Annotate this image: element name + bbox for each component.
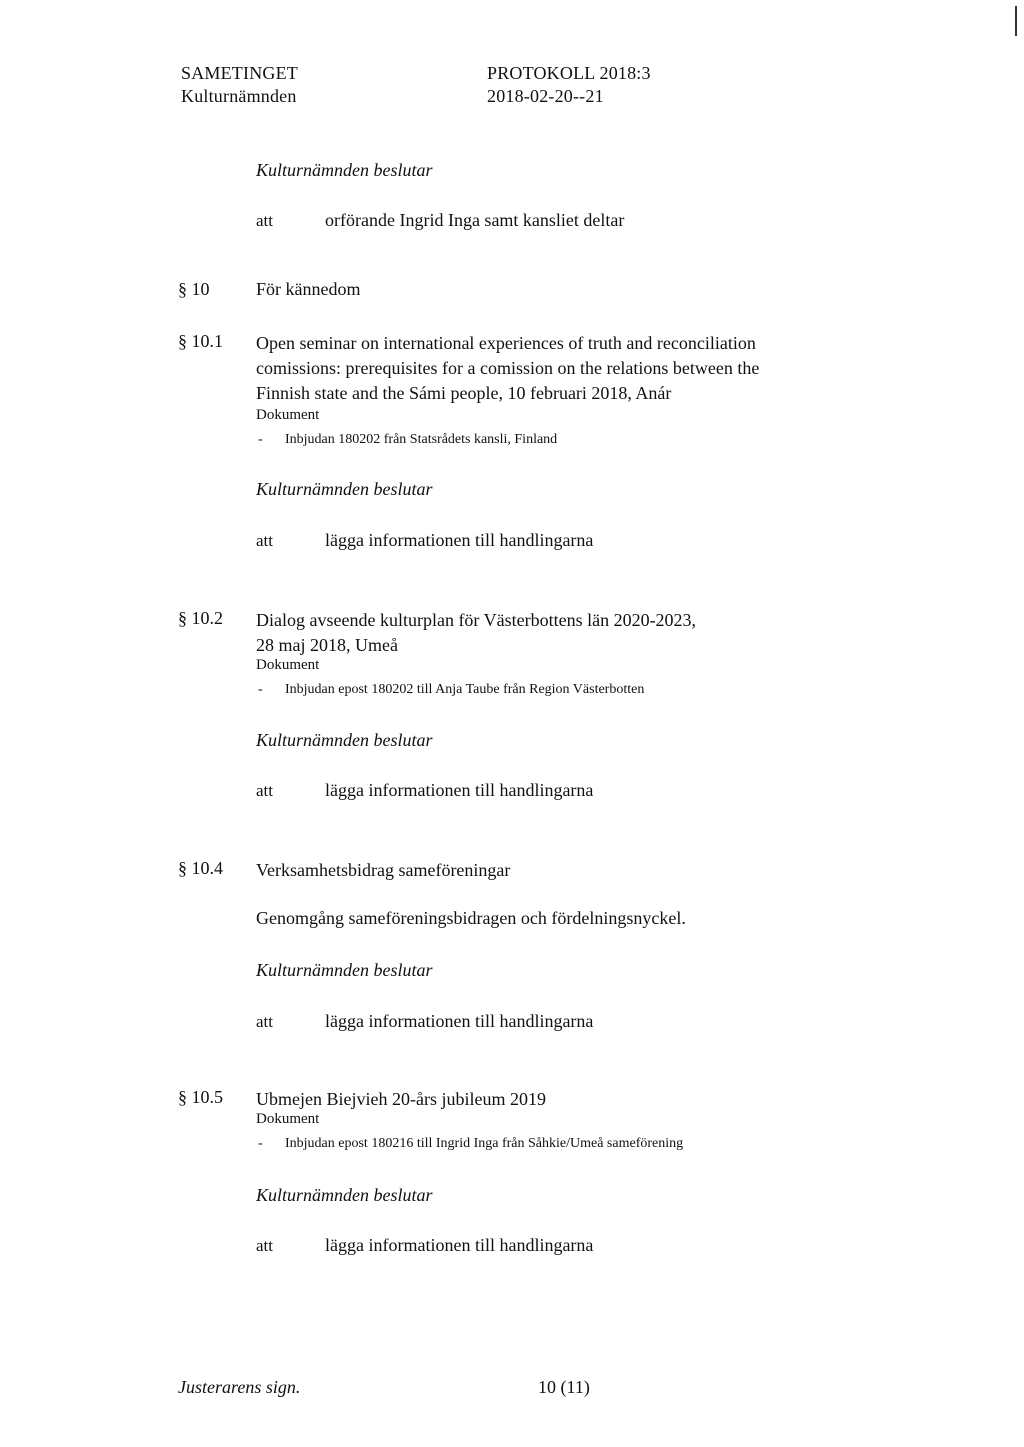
- header-protocol: PROTOKOLL 2018:3: [487, 63, 651, 83]
- decision-text: lägga informationen till handlingarna: [325, 1235, 594, 1255]
- item-body-text: Genomgång sameföreningsbidragen och fördelningsnyckel.: [256, 908, 686, 928]
- document-label: Dokument: [256, 1111, 320, 1127]
- decision-text: orförande Ingrid Inga samt kansliet deltar: [325, 210, 625, 230]
- att-label: att: [256, 1012, 273, 1031]
- decision-heading: Kulturnämnden beslutar: [256, 479, 433, 499]
- page-number: 10 (11): [538, 1377, 590, 1397]
- decision-text: lägga informationen till handlingarna: [325, 1011, 594, 1031]
- item-title-line: Verksamhetsbidrag sameföreningar: [256, 860, 511, 880]
- item-title-line: Dialog avseende kulturplan för Västerbottens län 2020-2023,: [256, 610, 697, 630]
- section-number: § 10: [178, 279, 210, 299]
- decision-heading: Kulturnämnden beslutar: [256, 1185, 433, 1205]
- decision-text: lägga informationen till handlingarna: [325, 530, 594, 550]
- document-label: Dokument: [256, 407, 320, 423]
- decision-text: lägga informationen till handlingarna: [325, 780, 594, 800]
- document-item: Inbjudan 180202 från Statsrådets kansli, Finland: [285, 432, 558, 447]
- item-title-line: Finnish state and the Sámi people, 10 februari 2018, Anár: [256, 383, 672, 403]
- item-title-line: 28 maj 2018, Umeå: [256, 635, 398, 655]
- header-org: SAMETINGET: [181, 63, 298, 83]
- document-label: Dokument: [256, 657, 320, 673]
- header-committee: Kulturnämnden: [181, 86, 297, 106]
- list-dash: -: [258, 1136, 263, 1151]
- document-item: Inbjudan epost 180216 till Ingrid Inga från Såhkie/Umeå sameförening: [285, 1136, 684, 1151]
- document-item: Inbjudan epost 180202 till Anja Taube från Region Västerbotten: [285, 682, 645, 697]
- item-number: § 10.4: [178, 858, 223, 878]
- section-title: För kännedom: [256, 279, 361, 299]
- att-label: att: [256, 531, 273, 550]
- item-number: § 10.1: [178, 331, 223, 351]
- decision-heading: Kulturnämnden beslutar: [256, 730, 433, 750]
- att-label: att: [256, 211, 273, 230]
- scan-edge-mark: [1015, 6, 1017, 36]
- item-number: § 10.5: [178, 1087, 223, 1107]
- item-title-line: comissions: prerequisites for a comission on the relations between the: [256, 358, 760, 378]
- list-dash: -: [258, 432, 263, 447]
- header-dates: 2018-02-20--21: [487, 86, 604, 106]
- decision-heading: Kulturnämnden beslutar: [256, 960, 433, 980]
- item-title-line: Ubmejen Biejvieh 20-års jubileum 2019: [256, 1089, 546, 1109]
- att-label: att: [256, 781, 273, 800]
- att-label: att: [256, 1236, 273, 1255]
- item-number: § 10.2: [178, 608, 223, 628]
- list-dash: -: [258, 682, 263, 697]
- item-title-line: Open seminar on international experiences of truth and reconciliation: [256, 333, 756, 353]
- decision-heading: Kulturnämnden beslutar: [256, 160, 433, 180]
- justifier-signature-label: Justerarens sign.: [178, 1377, 301, 1397]
